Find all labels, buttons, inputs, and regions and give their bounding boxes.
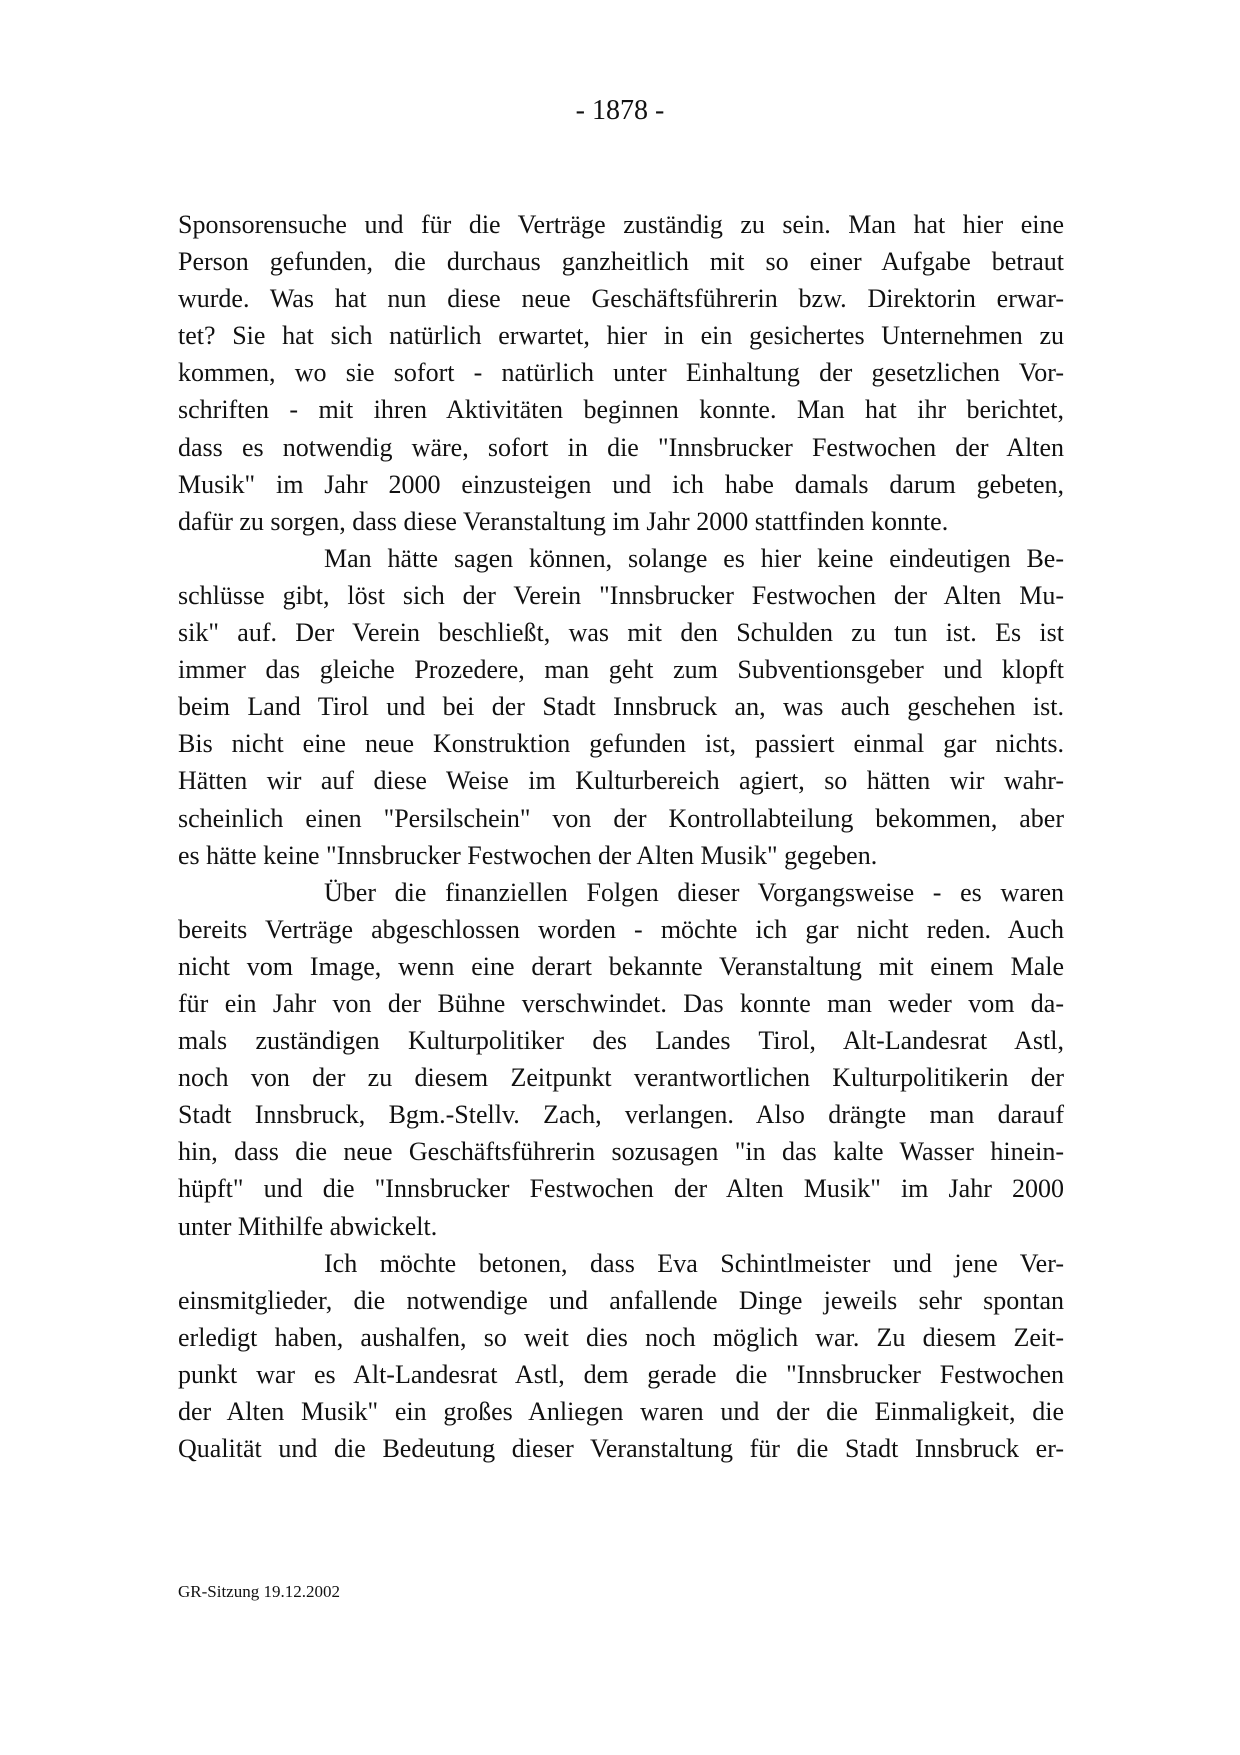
- text-line: Ich möchte betonen, dass Eva Schintlmeister und jene Ver-: [324, 1248, 1064, 1278]
- text-line: Person gefunden, die durchaus ganzheitlich mit so einer Aufgabe betraut: [178, 247, 1064, 277]
- text-line: dass es notwendig wäre, sofort in die "Innsbrucker Festwochen der Alten: [178, 432, 1064, 462]
- text-line: Qualität und die Bedeutung dieser Veranstaltung für die Stadt Innsbruck er-: [178, 1434, 1064, 1464]
- text-line: wurde. Was hat nun diese neue Geschäftsführerin bzw. Direktorin erwar-: [178, 284, 1064, 314]
- text-line: es hätte keine "Innsbrucker Festwochen der Alten Musik" gegeben.: [178, 840, 878, 870]
- text-line: sik" auf. Der Verein beschließt, was mit den Schulden zu tun ist. Es ist: [178, 618, 1064, 648]
- text-line: mals zuständigen Kulturpolitiker des Landes Tirol, Alt-Landesrat Astl,: [178, 1026, 1064, 1056]
- text-line: hin, dass die neue Geschäftsführerin sozusagen "in das kalte Wasser hinein-: [178, 1137, 1064, 1167]
- text-line: immer das gleiche Prozedere, man geht zum Subventionsgeber und klopft: [178, 655, 1064, 685]
- text-line: punkt war es Alt-Landesrat Astl, dem gerade die "Innsbrucker Festwochen: [178, 1359, 1064, 1389]
- text-line: Über die finanziellen Folgen dieser Vorgangsweise - es waren: [324, 877, 1064, 907]
- text-line: noch von der zu diesem Zeitpunkt verantwortlichen Kulturpolitikerin der: [178, 1063, 1064, 1093]
- paragraph-1: [178, 206, 1064, 540]
- text-line: Bis nicht eine neue Konstruktion gefunden ist, passiert einmal gar nichts.: [178, 729, 1064, 759]
- text-line: tet? Sie hat sich natürlich erwartet, hier in ein gesichertes Unternehmen zu: [178, 321, 1064, 351]
- text-line: Stadt Innsbruck, Bgm.-Stellv. Zach, verlangen. Also drängte man darauf: [178, 1100, 1064, 1130]
- page-number: - 1878 -: [575, 95, 665, 126]
- text-line: für ein Jahr von der Bühne verschwindet. Das konnte man weder vom da-: [178, 988, 1064, 1018]
- text-line: einsmitglieder, die notwendige und anfallende Dinge jeweils sehr spontan: [178, 1285, 1064, 1315]
- text-line: Man hätte sagen können, solange es hier keine eindeutigen Be-: [324, 543, 1064, 573]
- footer-session-date: GR-Sitzung 19.12.2002: [178, 1582, 340, 1601]
- text-line: dafür zu sorgen, dass diese Veranstaltung im Jahr 2000 stattfinden konnte.: [178, 506, 949, 536]
- text-line: scheinlich einen "Persilschein" von der Kontrollabteilung bekommen, aber: [178, 803, 1064, 833]
- paragraph-2: [178, 540, 1064, 874]
- text-line: Hätten wir auf diese Weise im Kulturbereich agiert, so hätten wir wahr-: [178, 766, 1064, 796]
- text-line: beim Land Tirol und bei der Stadt Innsbruck an, was auch geschehen ist.: [178, 692, 1064, 722]
- text-line: bereits Verträge abgeschlossen worden - möchte ich gar nicht reden. Auch: [178, 914, 1064, 944]
- text-line: der Alten Musik" ein großes Anliegen waren und der die Einmaligkeit, die: [178, 1397, 1064, 1426]
- paragraph-3: [178, 874, 1064, 1245]
- text-line: erledigt haben, aushalfen, so weit dies noch möglich war. Zu diesem Zeit-: [178, 1322, 1064, 1352]
- paragraph-4: [178, 1245, 1064, 1468]
- text-line: nicht vom Image, wenn eine derart bekannte Veranstaltung mit einem Male: [178, 951, 1064, 981]
- body-text: [178, 206, 1064, 1467]
- text-line: schlüsse gibt, löst sich der Verein "Innsbrucker Festwochen der Alten Mu-: [178, 580, 1064, 610]
- text-line: Sponsorensuche und für die Verträge zuständig zu sein. Man hat hier eine: [178, 210, 1064, 239]
- text-line: unter Mithilfe abwickelt.: [178, 1211, 438, 1241]
- text-line: kommen, wo sie sofort - natürlich unter Einhaltung der gesetzlichen Vor-: [178, 358, 1064, 388]
- text-line: hüpft" und die "Innsbrucker Festwochen der Alten Musik" im Jahr 2000: [178, 1174, 1064, 1204]
- text-line: schriften - mit ihren Aktivitäten beginnen konnte. Man hat ihr berichtet,: [178, 395, 1064, 425]
- text-line: Musik" im Jahr 2000 einzusteigen und ich habe damals darum gebeten,: [178, 469, 1064, 499]
